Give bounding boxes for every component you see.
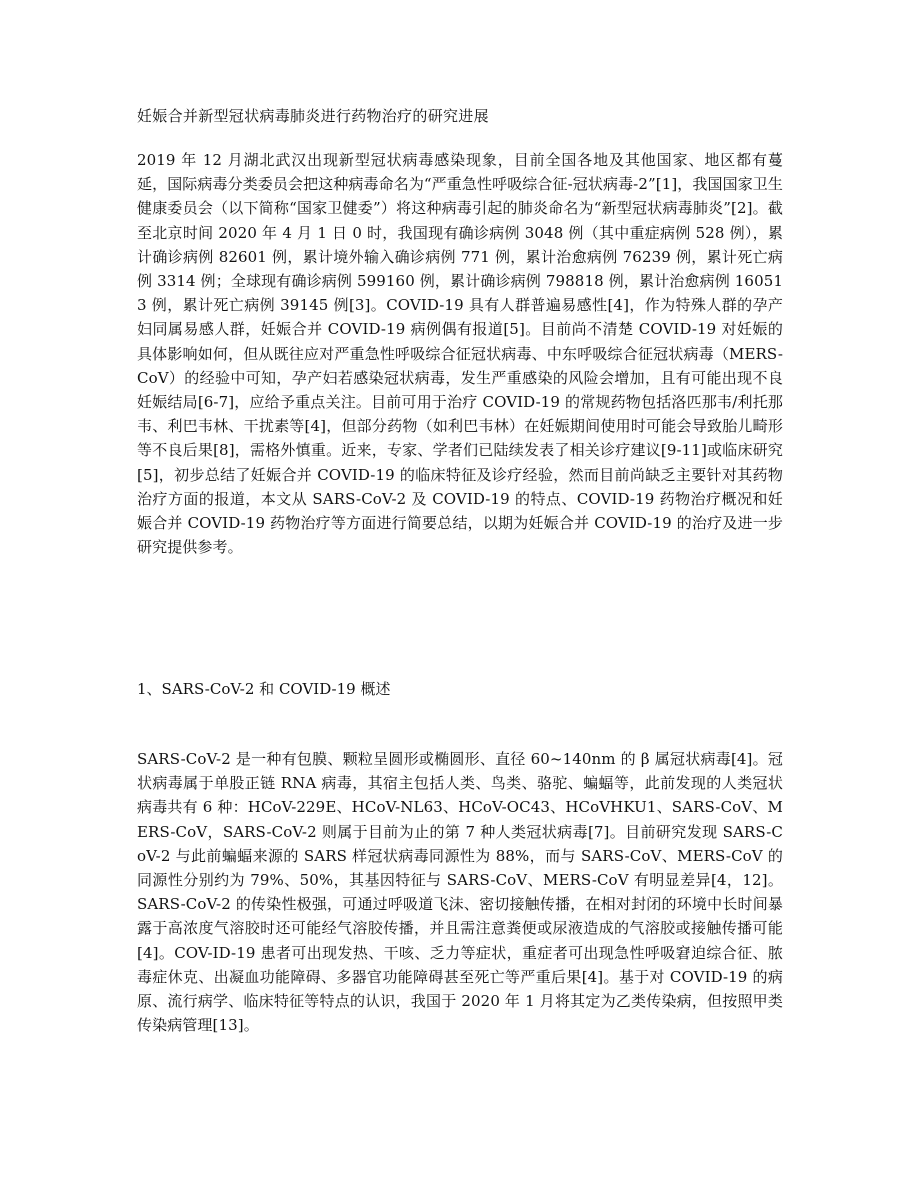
section-1-paragraph: SARS-CoV-2 是一种有包膜、颗粒呈圆形或椭圆形、直径 60~140nm 的 β 属冠状病毒[4]。冠状病毒属于单股正链 RNA 病毒，其宿主包括人类、鸟类、骆驼、蝙蝠等，此前发现的人类冠状病毒共有 6 种：HCoV-229E、HCoV-NL63、HCoV-OC43、HCoVHKU1、SARS-CoV、MERS-CoV，SARS-CoV-2 则属于目前为止的第 7 种人类冠状病毒[7]。目前研究发现 SARS-CoV-2 与此前蝙蝠来源的 SARS 样冠状病毒同源性为 88%，而与 SARS-CoV、MERS-CoV 的同源性分别约为 79%、50%，其基因特征与 SARS-CoV、MERS-CoV 有明显差异[4，12]。SARS-CoV-2 的传染性极强，可通过呼吸道飞沫、密切接触传播，在相对封闭的环境中长时间暴露于高浓度气溶胶时还可能经气溶胶传播，并且需注意粪便或尿液造成的气溶胶或接触传播可能[4]。COV-ID-19 患者可出现发热、干咳、乏力等症状，重症者可出现急性呼吸窘迫综合征、脓毒症休克、出凝血功能障碍、多器官功能障碍甚至死亡等严重后果[4]。基于对 COVID-19 的病原、流行病学、临床特征等特点的认识，我国于 2020 年 1 月将其定为乙类传染病，但按照甲类传染病管理[13]。 [137, 750, 783, 1035]
intro-paragraph: 2019 年 12 月湖北武汉出现新型冠状病毒感染现象，目前全国各地及其他国家、地区都有蔓延，国际病毒分类委员会把这种病毒命名为“严重急性呼吸综合征-冠状病毒-2”[1]，我国国家卫生健康委员会（以下简称“国家卫健委”）将这种病毒引起的肺炎命名为“新型冠状病毒肺炎”[2]。截至北京时间 2020 年 4 月 1 日 0 时，我国现有确诊病例 3048 例（其中重症病例 528 例），累计确诊病例 82601 例，累计境外输入确诊病例 771 例，累计治愈病例 76239 例，累计死亡病例 3314 例；全球现有确诊病例 599160 例，累计确诊病例 798818 例，累计治愈病例 160513 例，累计死亡病例 39145 例[3]。COVID-19 具有人群普遍易感性[4]，作为特殊人群的孕产妇同属易感人群，妊娠合并 COVID-19 病例偶有报道[5]。目前尚不清楚 COVID-19 对妊娠的具体影响如何，但从既往应对严重急性呼吸综合征冠状病毒、中东呼吸综合征冠状病毒（MERS-CoV）的经验中可知，孕产妇若感染冠状病毒，发生严重感染的风险会增加，且有可能出现不良妊娠结局[6-7]，应给予重点关注。目前可用于治疗 COVID-19 的常规药物包括洛匹那韦/利托那韦、利巴韦林、干扰素等[4]，但部分药物（如利巴韦林）在妊娠期间使用时可能会导致胎儿畸形等不良后果[8]，需格外慎重。近来，专家、学者们已陆续发表了相关诊疗建议[9-11]或临床研究[5]，初步总结了妊娠合并 COVID-19 的临床特征及诊疗经验，然而目前尚缺乏主要针对其药物治疗方面的报道，本文从 SARS-CoV-2 及 COVID-19 的特点、COVID-19 药物治疗概况和妊娠合并 COVID-19 药物治疗等方面进行简要总结，以期为妊娠合并 COVID-19 的治疗及进一步研究提供参考。 [137, 151, 783, 557]
section-1-heading: 1、SARS-CoV-2 和 COVID-19 概述 [137, 680, 391, 698]
document-title: 妊娠合并新型冠状病毒肺炎进行药物治疗的研究进展 [137, 107, 489, 125]
